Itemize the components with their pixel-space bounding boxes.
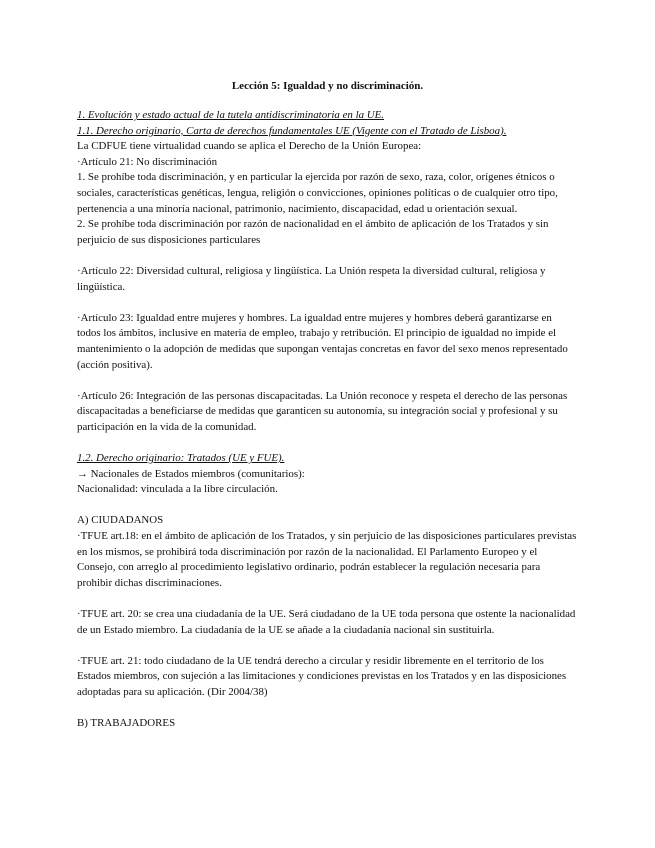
- article-21-title: ·Artículo 21: No discriminación: [77, 155, 218, 168]
- page-title: Lección 5: Igualdad y no discriminación.: [231, 80, 424, 92]
- section-heading: 1. Evolución y estado actual de la tutela antidiscriminatoria en la UE.: [77, 109, 385, 121]
- heading-citizens: A) CIUDADANOS: [77, 514, 164, 527]
- tfue-article-21: ·TFUE art. 21: todo ciudadano de la UE tendrá derecho a circular y residir libremente en el territorio de los Estados miembros, con sujeción a las limitaciones y condiciones previstas en los Tratados y en las disposiciones adoptadas para su aplicación. (Dir 2004/38): [77, 654, 567, 698]
- nationality-text: Nacionalidad: vinculada a la libre circulación.: [77, 483, 278, 496]
- article-22: ·Artículo 22: Diversidad cultural, religiosa y lingüística. La Unión respeta la diversidad cultural, religiosa y lingüística.: [77, 264, 546, 293]
- intro-text: La CDFUE tiene virtualidad cuando se aplica el Derecho de la Unión Europea:: [77, 140, 422, 153]
- article-23: ·Artículo 23: Igualdad entre mujeres y hombres. La igualdad entre mujeres y hombres deberá garantizarse en todos los ámbitos, inclusive en materia de empleo, trabajo y retribución. El principio de igualdad no impide el mantenimiento o la adopción de medidas que supongan ventajas concretas en favor del sexo menos representado (acción positiva).: [77, 311, 568, 371]
- subsection-heading: 1.1. Derecho originario, Carta de derechos fundamentales UE (Vigente con el Tratado de Lisboa).: [77, 124, 507, 137]
- article-26: ·Artículo 26: Integración de las personas discapacitadas. La Unión reconoce y respeta el derecho de las personas discapacitadas a beneficiarse de medidas que garanticen su autonomía, su integración social y profesional y su participación en la vida de la comunidad.: [77, 389, 568, 433]
- subsection-heading-1-2: 1.2. Derecho originario: Tratados (UE y FUE).: [77, 452, 285, 465]
- heading-workers: B) TRABAJADORES: [77, 717, 176, 730]
- article-21-paragraph-1: 1. Se prohíbe toda discriminación, y en particular la ejercida por razón de sexo, raza, color, orígenes étnicos o sociales, características genéticas, lengua, religión o convicciones, opiniones políticas o de cualquier otro tipo, pertenencia a una minoría nacional, patrimonio, nacimiento, discapacidad, edad u orientación sexual.: [77, 171, 558, 215]
- article-21-paragraph-2: 2. Se prohíbe toda discriminación por razón de nacionalidad en el ámbito de aplicación de los Tratados y sin perjuicio de sus disposiciones particulares: [77, 218, 549, 246]
- nationals-text: → Nacionales de Estados miembros (comunitarios):: [77, 467, 305, 480]
- tfue-article-18: ·TFUE art.18: en el ámbito de aplicación de los Tratados, y sin perjuicio de las disposiciones particulares previstas en los mismos, se prohibirá toda discriminación por razón de la nacionalidad. El Parlamento Europeo y el Consejo, con arreglo al procedimiento legislativo ordinario, podrán establecer la regulación necesaria para prohibir dichas discriminaciones.: [77, 530, 577, 589]
- tfue-article-20: ·TFUE art. 20: se crea una ciudadanía de la UE. Será ciudadano de la UE toda persona que ostente la nacionalidad de un Estado miembro. La ciudadanía de la UE se añade a la ciudadanía nacional sin sustituirla.: [77, 608, 576, 636]
- document-body: [77, 108, 577, 732]
